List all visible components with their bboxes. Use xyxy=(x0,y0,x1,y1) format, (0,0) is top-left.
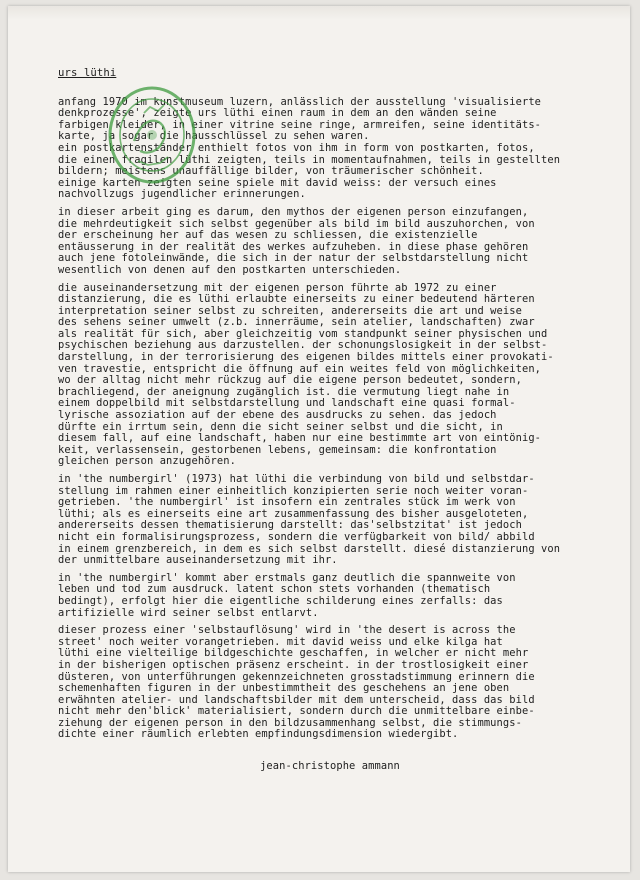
text-line: ziehung der eigenen person in den bildzusammenhang selbst, die stimmungs- xyxy=(58,716,522,729)
text-line: farbigen kleider, in einer vitrine seine ringe, armreifen, seine identitäts- xyxy=(58,118,542,131)
text-line: andererseits dessen thematisierung darstellt: das'selbstzitat' ist jedoch xyxy=(58,519,522,532)
text-line: artifizielle wird seiner selbst entlarvt. xyxy=(58,606,319,619)
text-line: wesentlich von denen auf den postkarten unterschieden. xyxy=(58,263,402,276)
text-line: ven travestie, entspricht die öffnung auf ein weites feld von möglichkeiten, xyxy=(58,362,542,375)
text-line: denkprozesse', zeigte urs lüthi einen raum in dem an den wänden seine xyxy=(58,107,497,120)
text-line: karte, ja sogar die hausschlüssel zu sehen waren. xyxy=(58,130,370,143)
show-through-edge xyxy=(8,6,630,20)
text-line: lyrische assoziation auf der ebene des ausdrucks zu sehen. das jedoch xyxy=(58,409,497,422)
text-line: in 'the numbergirl' (1973) hat lüthi die verbindung von bild und selbstdar- xyxy=(58,473,535,485)
text-line: bedingt), erfolgt hier die eigentliche schilderung eines zerfalls: das xyxy=(58,594,503,607)
text-line: des sehens seiner umwelt (z.b. innerräume, sein atelier, landschaften) zwar xyxy=(58,316,535,329)
paragraph-4 xyxy=(58,474,618,567)
paragraph-3 xyxy=(58,283,618,469)
text-line: entäusserung in der realität des werkes aufzuheben. in diese phase gehören xyxy=(58,240,529,253)
text-line: darstellung, in der terrorisierung des eigenen bildes mittels einer provokati- xyxy=(58,351,554,364)
text-line: auch jene fotoleinwände, die sich in der natur der selbstdarstellung nicht xyxy=(58,252,529,265)
text-line: die mehrdeutigkeit sich selbst gegenüber als bild im bild auszuhorchen, von xyxy=(58,217,535,230)
text-line: getrieben. 'the numbergirl' ist insofern ein zentrales stück im werk von xyxy=(58,496,516,509)
text-line: einem doppelbild mit selbstdarstellung und landschaft eine quasi formal- xyxy=(58,397,516,410)
paragraph-2 xyxy=(58,207,618,277)
typed-text xyxy=(58,68,618,773)
text-line: dichte einer räumlich erlebten empfindungsdimension wiedergibt. xyxy=(58,728,459,741)
text-line: diesem fall, auf eine landschaft, haben nur eine bestimmte art von eintönig- xyxy=(58,432,542,445)
text-line: in einem grenzbereich, in dem es sich selbst darstellt. diesé distanzierung von xyxy=(58,542,561,555)
author-signature: jean-christophe ammann xyxy=(260,760,400,773)
text-line: als realität für sich, aber gleichzeitig vom standpunkt seiner physischen und xyxy=(58,327,548,340)
paragraph-6 xyxy=(58,625,618,741)
text-line: lüthi eine vielteilige bildgeschichte geschaffen, in welcher er nicht mehr xyxy=(58,647,529,660)
document-page xyxy=(8,6,630,872)
text-line: stellung im rahmen einer einheitlich konzipierten serie noch weiter voran- xyxy=(58,484,529,497)
text-line: anfang 1970 im kunstmuseum luzern, anlässlich der ausstellung 'visualisierte xyxy=(58,95,542,108)
text-line: dieser prozess einer 'selbstauflösung' wird in 'the desert is across the xyxy=(58,624,516,637)
text-line: nachvollzugs jugendlicher erinnerungen. xyxy=(58,188,306,201)
text-line: distanzierung, die es lüthi erlaubte einerseits zu einer bedeutend härteren xyxy=(58,293,535,306)
text-line: erwähnten atelier- und landschaftsbilder mit dem unterscheid, dass das bild xyxy=(58,693,535,706)
text-line: psychischen beziehung aus darzustellen. der schonungslosigkeit in der selbst- xyxy=(58,339,548,352)
text-line: lüthi; als es einerseits eine art zusammenfassung des bisher ausgeloteten, xyxy=(58,507,529,520)
text-line: leben und tod zum ausdruck. latent schon stets vorhanden (thematisch xyxy=(58,583,491,596)
text-line: der unmittelbare auseinandersetzung mit ihr. xyxy=(58,554,338,567)
text-line: die auseinandersetzung mit der eigenen person führte ab 1972 zu einer xyxy=(58,281,497,294)
text-line: brachliegend, der aneignung zugänglich ist. die vermutung liegt nahe in xyxy=(58,385,510,398)
text-line: einige karten zeigten seine spiele mit david weiss: der versuch eines xyxy=(58,176,497,189)
text-line: interpretation seiner selbst zu schreiten, andererseits die art und weise xyxy=(58,304,522,317)
paragraph-5 xyxy=(58,573,618,619)
text-line: nicht ein formalisirungsprozess, sondern die verfügbarkeit von bild/ abbild xyxy=(58,530,535,543)
text-line: wo der alltag nicht mehr rückzug auf die eigene person bedeutet, sondern, xyxy=(58,374,522,387)
document-heading: urs lüthi xyxy=(58,67,117,79)
paragraph-1 xyxy=(58,97,618,201)
text-line: street' noch weiter vorangetrieben. mit david weiss und elke kilga hat xyxy=(58,635,503,648)
text-line: in 'the numbergirl' kommt aber erstmals ganz deutlich die spannweite von xyxy=(58,571,516,584)
text-line: in dieser arbeit ging es darum, den mythos der eigenen person einzufangen, xyxy=(58,205,529,218)
text-line: in der bisherigen optischen präsenz erscheint. in der trostlosigkeit einer xyxy=(58,658,529,671)
text-line: bildern; meistens unauffällige bilder, von träumerischer schönheit. xyxy=(58,165,484,178)
text-line: nicht mehr den'blick' materialisiert, sondern durch die unmittelbare einbe- xyxy=(58,705,535,718)
text-line: dürfte ein irrtum sein, denn die sicht seiner selbst und die sicht, in xyxy=(58,420,503,433)
text-line: düsteren, von unterführungen gekennzeichneten grosstadstimmung erinnern die xyxy=(58,670,535,683)
text-line: der erscheinung her auf das wesen zu schliessen, die existenzielle xyxy=(58,229,478,242)
text-line: keit, verlassensein, gestorbenen lebens, gemeinsam: die konfrontation xyxy=(58,443,497,456)
text-line: ein postkartenständer enthielt fotos von ihm in form von postkarten, fotos, xyxy=(58,141,535,154)
text-line: gleichen person anzugehören. xyxy=(58,455,236,468)
text-line: schemenhaften figuren in der unbestimmtheit des geschehens an jene oben xyxy=(58,682,510,695)
text-line: die einen fragilen lüthi zeigten, teils in momentaufnahmen, teils in gestellten xyxy=(58,153,561,166)
